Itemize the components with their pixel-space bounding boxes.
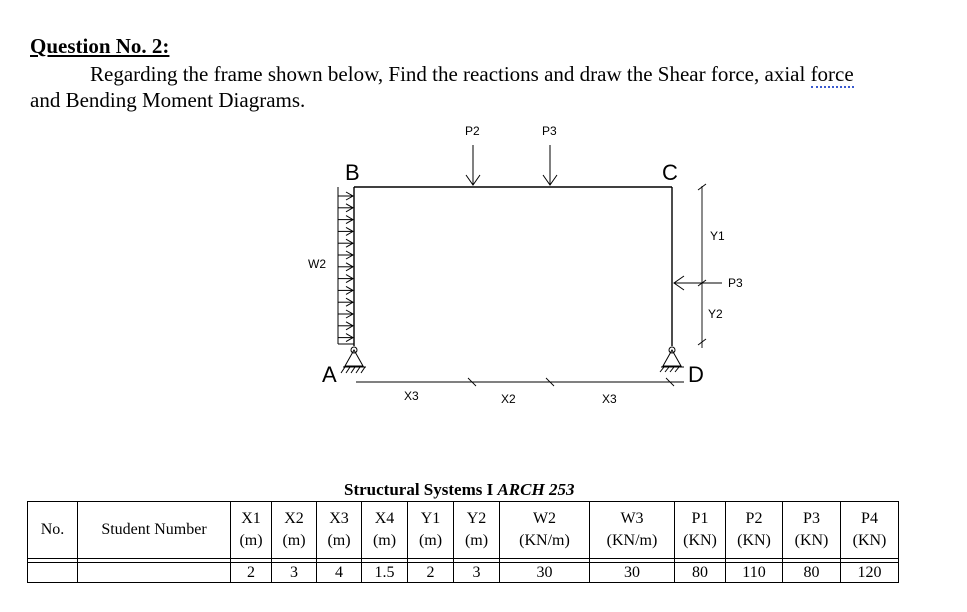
cell-p4: 120 — [841, 563, 899, 583]
node-label-d: D — [688, 362, 704, 387]
distributed-load-w2 — [338, 187, 354, 344]
header-p1: P1 (KN) — [675, 502, 726, 559]
table-row — [28, 563, 899, 583]
label-w2: W2 — [308, 257, 326, 271]
label-p2: P2 — [465, 124, 480, 138]
cell-w3: 30 — [590, 563, 675, 583]
node-label-b: B — [345, 160, 360, 185]
header-p4: P4 (KN) — [841, 502, 899, 559]
cell-p3: 80 — [783, 563, 841, 583]
cell-y2: 3 — [454, 563, 500, 583]
caption-course: Structural Systems I — [344, 480, 498, 499]
question-text-part2: and Bending Moment Diagrams. — [30, 88, 306, 112]
header-y2: Y2 (m) — [454, 502, 500, 559]
label-x3-right: X3 — [602, 392, 617, 406]
cell-y1: 2 — [408, 563, 454, 583]
cell-x4: 1.5 — [362, 563, 408, 583]
header-x1: X1 (m) — [231, 502, 272, 559]
pin-support-a — [341, 347, 366, 373]
header-x4: X4 (m) — [362, 502, 408, 559]
header-x3: X3 (m) — [317, 502, 362, 559]
cell-x2: 3 — [272, 563, 317, 583]
pin-support-d — [660, 347, 684, 372]
header-student-number: Student Number — [78, 502, 231, 559]
header-no: No. — [28, 502, 78, 559]
point-load-p3-side — [674, 276, 722, 290]
label-y2: Y2 — [708, 307, 723, 321]
label-x3-left: X3 — [404, 389, 419, 403]
question-text-part1: Regarding the frame shown below, Find the reactions and draw the Shear force, axial — [90, 62, 811, 86]
cell-w2: 30 — [500, 563, 590, 583]
cell-p1: 80 — [675, 563, 726, 583]
dimension-line-horizontal — [356, 378, 684, 386]
header-p2: P2 (KN) — [726, 502, 783, 559]
header-w2: W2 (KN/m) — [500, 502, 590, 559]
question-title: Question No. 2: — [30, 34, 170, 58]
point-load-p3-top — [543, 145, 557, 185]
label-x2: X2 — [501, 392, 516, 406]
header-x2: X2 (m) — [272, 502, 317, 559]
node-label-a: A — [322, 362, 337, 387]
student-data-table — [27, 501, 899, 583]
label-y1: Y1 — [710, 229, 725, 243]
cell-x1: 2 — [231, 563, 272, 583]
header-w3: W3 (KN/m) — [590, 502, 675, 559]
header-p3: P3 (KN) — [783, 502, 841, 559]
point-load-p2 — [466, 145, 480, 185]
label-p3-top: P3 — [542, 124, 557, 138]
cell-p2: 110 — [726, 563, 783, 583]
cell-no — [28, 563, 78, 583]
course-caption — [344, 480, 574, 500]
question-text-dotted-word: force — [810, 62, 854, 86]
header-y1: Y1 (m) — [408, 502, 454, 559]
cell-x3: 4 — [317, 563, 362, 583]
caption-code: ARCH 253 — [497, 480, 575, 499]
cell-student-number — [78, 563, 231, 583]
label-p3-side: P3 — [728, 276, 743, 290]
table-header-row — [28, 502, 899, 559]
node-label-c: C — [662, 160, 678, 185]
dimension-line-vertical — [698, 184, 706, 348]
